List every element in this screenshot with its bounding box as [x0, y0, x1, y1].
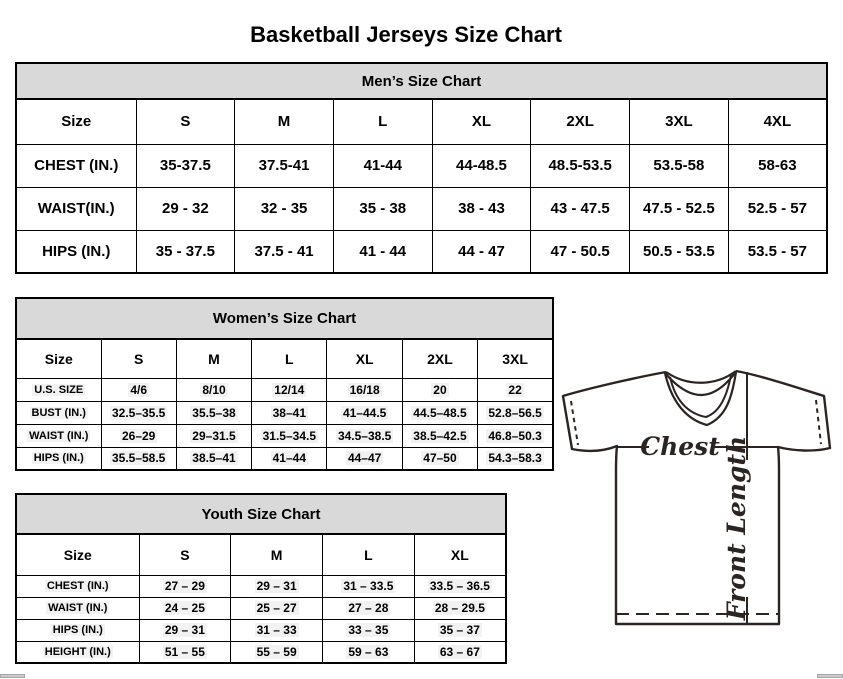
cell-text: 63 – 67 [439, 644, 480, 659]
cell-text: 12/14 [274, 382, 305, 397]
cell-text: 35.5–38 [192, 405, 236, 420]
value-cell [101, 447, 176, 470]
women-table-caption: Women’s Size Chart [16, 298, 553, 339]
table-row [16, 424, 553, 447]
value-cell [252, 447, 327, 470]
value-cell [402, 424, 477, 447]
value-cell [402, 378, 477, 401]
youth-size-table [15, 493, 507, 664]
value-cell [327, 424, 402, 447]
column-header: S [139, 534, 231, 575]
value-cell [139, 575, 231, 597]
youth-size-table-grid [15, 493, 507, 664]
value-cell [231, 575, 323, 597]
column-header: S [136, 99, 235, 144]
cell-text: 51 – 55 [164, 644, 205, 659]
value-cell [176, 401, 251, 424]
value-cell [414, 641, 506, 663]
table-row [16, 230, 827, 273]
value-cell: 52.5 - 57 [728, 187, 827, 230]
column-header: 2XL [531, 99, 630, 144]
value-cell: 44 - 47 [432, 230, 531, 273]
value-cell [139, 597, 231, 619]
value-cell: 35 - 37.5 [136, 230, 235, 273]
cell-text: WAIST (IN.) [48, 602, 108, 614]
cell-text: 55 – 59 [256, 644, 297, 659]
collar-outer-v-icon [665, 372, 736, 425]
value-cell [176, 378, 251, 401]
column-header: M [176, 339, 251, 378]
table-row [16, 575, 506, 597]
value-cell: 35 - 38 [333, 187, 432, 230]
value-cell: 48.5-53.5 [531, 144, 630, 187]
row-label-cell [16, 447, 101, 470]
value-cell [478, 378, 553, 401]
mens-size-table-grid [15, 62, 828, 274]
cell-text: 4/6 [130, 382, 147, 397]
cell-text: 20 [433, 382, 447, 397]
page-title: Basketball Jerseys Size Chart [250, 21, 562, 47]
cell-text: 8/10 [202, 382, 226, 397]
table-row [16, 597, 506, 619]
column-header-row [16, 534, 506, 575]
value-cell [101, 401, 176, 424]
value-cell [176, 447, 251, 470]
cell-text: 31 – 33.5 [343, 579, 394, 593]
cell-text: 31 – 33 [256, 623, 297, 637]
cell-text: 44.5–48.5 [413, 405, 467, 420]
value-cell [414, 619, 506, 641]
value-cell [323, 641, 415, 663]
value-cell: 43 - 47.5 [531, 187, 630, 230]
value-cell [402, 401, 477, 424]
cell-text: 35.5–58.5 [111, 451, 166, 466]
column-header: XL [432, 99, 531, 144]
row-label-cell: HIPS (IN.) [16, 230, 136, 273]
cell-text: 24 – 25 [164, 601, 205, 615]
value-cell [139, 641, 231, 663]
value-cell [231, 641, 323, 663]
collar-back-curve-icon [666, 371, 736, 383]
cell-text: HIPS (IN.) [52, 624, 103, 636]
cell-text: 52.8–56.5 [488, 405, 542, 420]
value-cell [252, 424, 327, 447]
cell-text: 26–29 [121, 428, 156, 443]
value-cell: 38 - 43 [432, 187, 531, 230]
womens-size-table-grid [15, 297, 554, 471]
table-row [16, 641, 506, 663]
value-cell: 47.5 - 52.5 [630, 187, 729, 230]
value-cell: 32 - 35 [235, 187, 334, 230]
column-header: L [252, 339, 327, 378]
value-cell: 53.5-58 [630, 144, 729, 187]
value-cell [252, 378, 327, 401]
row-label-cell [16, 575, 139, 597]
right-sleeve-dash-line [816, 400, 821, 444]
column-header: XL [327, 339, 402, 378]
table-row [16, 447, 553, 470]
value-cell [402, 447, 477, 470]
value-cell [414, 597, 506, 619]
cell-text: CHEST (IN.) [46, 580, 109, 592]
hscrollbar-thumb-left[interactable] [0, 674, 25, 678]
row-label-cell [16, 619, 139, 641]
cell-text: 34.5–38.5 [337, 428, 392, 443]
value-cell: 37.5-41 [235, 144, 334, 187]
column-header: Size [16, 534, 139, 575]
value-cell [323, 575, 415, 597]
table-row [16, 144, 827, 187]
jersey-measurement-diagram [558, 360, 838, 665]
left-sleeve-dash-line [571, 401, 578, 445]
cell-text: 33.5 – 36.5 [429, 579, 490, 593]
value-cell [414, 575, 506, 597]
cell-text: HEIGHT (IN.) [44, 645, 111, 658]
cell-text: 38–41 [272, 405, 306, 420]
cell-text: 35 – 37 [439, 623, 480, 637]
value-cell [327, 447, 402, 470]
cell-text: 32.5–35.5 [111, 405, 166, 420]
cell-text: 27 – 28 [348, 601, 389, 615]
youth-table-caption: Youth Size Chart [16, 494, 506, 534]
cell-text: 27 – 29 [164, 579, 205, 593]
column-header: Size [16, 339, 101, 378]
cell-text: 28 – 29.5 [434, 601, 485, 615]
value-cell: 58-63 [728, 144, 827, 187]
value-cell: 53.5 - 57 [728, 230, 827, 273]
table-row [16, 619, 506, 641]
value-cell [101, 424, 176, 447]
row-label-cell [16, 641, 139, 663]
column-header-row [16, 99, 827, 144]
chest-label: Chest [640, 432, 720, 461]
column-header-row [16, 339, 553, 378]
value-cell [231, 597, 323, 619]
value-cell: 35-37.5 [136, 144, 235, 187]
value-cell [176, 424, 251, 447]
cell-text: 29 – 31 [256, 579, 297, 593]
cell-text: 47–50 [423, 451, 457, 466]
cell-text: HIPS (IN.) [33, 452, 84, 465]
column-header: 4XL [728, 99, 827, 144]
value-cell [327, 401, 402, 424]
value-cell [231, 619, 323, 641]
column-header: L [323, 534, 415, 575]
cell-text: 44–47 [347, 451, 382, 466]
hscrollbar-thumb-right[interactable] [817, 674, 843, 678]
cell-text: 16/18 [349, 382, 380, 397]
cell-text: 41–44 [272, 451, 306, 466]
row-label-cell: CHEST (IN.) [16, 144, 136, 187]
row-label-cell [16, 424, 101, 447]
value-cell [252, 401, 327, 424]
value-cell [478, 401, 553, 424]
value-cell: 41 - 44 [333, 230, 432, 273]
column-header: M [231, 534, 323, 575]
value-cell [327, 378, 402, 401]
row-label-cell [16, 378, 101, 401]
row-label-cell [16, 597, 139, 619]
jersey-outline-shape [563, 371, 830, 624]
cell-text: 25 – 27 [256, 601, 297, 615]
cell-text: U.S. SIZE [34, 383, 84, 396]
cell-text: 54.3–58.3 [488, 451, 542, 466]
value-cell: 41-44 [333, 144, 432, 187]
column-header: XL [414, 534, 506, 575]
mens-size-table [15, 62, 828, 274]
cell-text: 46.8–50.3 [488, 428, 542, 443]
cell-text: 38.5–41 [192, 451, 236, 466]
value-cell [323, 619, 415, 641]
table-row [16, 187, 827, 230]
value-cell: 47 - 50.5 [531, 230, 630, 273]
front-length-label: Front Length [722, 435, 751, 621]
cell-text: BUST (IN.) [31, 406, 86, 419]
cell-text: 29–31.5 [192, 428, 236, 443]
value-cell: 37.5 - 41 [235, 230, 334, 273]
value-cell: 29 - 32 [136, 187, 235, 230]
men-table-caption: Men’s Size Chart [16, 63, 827, 99]
cell-text: 29 – 31 [164, 623, 205, 637]
row-label-cell: WAIST(IN.) [16, 187, 136, 230]
row-label-cell [16, 401, 101, 424]
column-header: Size [16, 99, 136, 144]
value-cell [478, 447, 553, 470]
value-cell [101, 378, 176, 401]
column-header: L [333, 99, 432, 144]
value-cell: 44-48.5 [432, 144, 531, 187]
column-header: 2XL [402, 339, 477, 378]
cell-text: 33 – 35 [348, 623, 389, 637]
column-header: 3XL [478, 339, 553, 378]
column-header: M [235, 99, 334, 144]
column-header: S [101, 339, 176, 378]
cell-text: WAIST (IN.) [29, 429, 89, 442]
cell-text: 59 – 63 [348, 644, 389, 659]
table-row [16, 401, 553, 424]
value-cell [139, 619, 231, 641]
cell-text: 41–44.5 [342, 405, 387, 420]
value-cell [323, 597, 415, 619]
column-header: 3XL [630, 99, 729, 144]
table-row [16, 378, 553, 401]
cell-text: 38.5–42.5 [413, 428, 467, 443]
cell-text: 22 [508, 382, 522, 397]
womens-size-table [15, 297, 554, 471]
cell-text: 31.5–34.5 [262, 428, 317, 443]
value-cell [478, 424, 553, 447]
value-cell: 50.5 - 53.5 [630, 230, 729, 273]
